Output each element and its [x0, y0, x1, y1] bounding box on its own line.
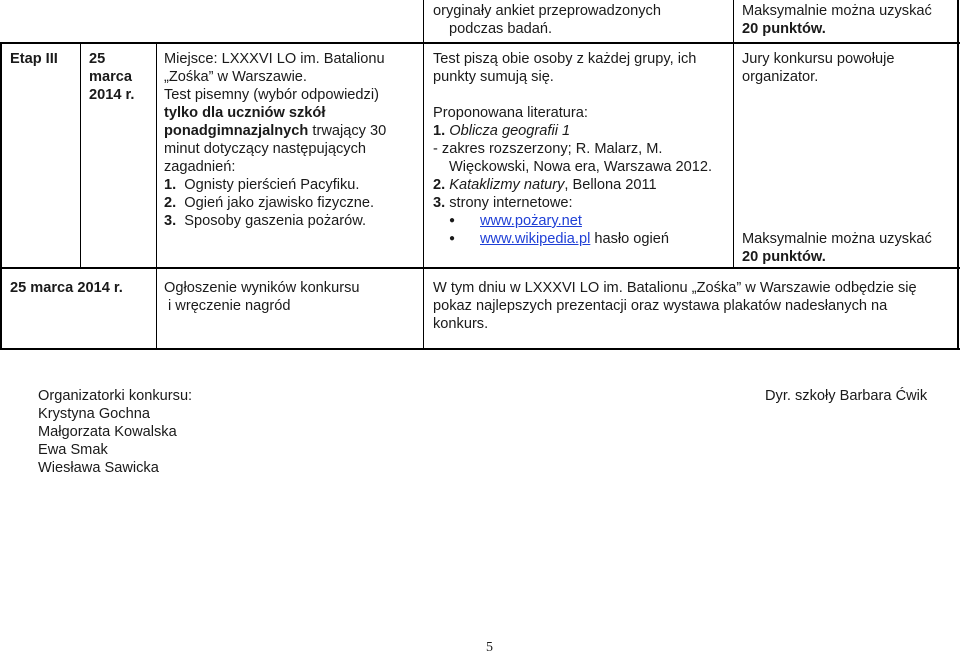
table-vline-4 [733, 0, 734, 268]
etap-label: Etap III [10, 51, 58, 67]
list-item [433, 212, 729, 230]
etap-max-points: Maksymalnie można uzyskać 20 punktów. [742, 231, 932, 265]
etap-details: Miejsce: LXXXVI LO im. Batalionu „Zośka” w Warszawie. Test pisemny (wybór odpowiedzi) tylko dla uczniów szkół ponadgimnazjalnych trwający 30 minut dotyczący następujących zagadnień: 1. Ognisty pierścień Pacyfiku. 2. Ogień jako zjawisko fizyczne. 3. Sposoby gaszenia pożarów. [164, 50, 420, 230]
table-line-bottom [0, 348, 960, 350]
table-vline-left [0, 42, 2, 350]
table-vline-3 [423, 0, 424, 350]
organizers-block [38, 387, 192, 477]
organizer-name: Małgorzata Kowalska [38, 424, 177, 440]
table-vline-1 [80, 42, 81, 268]
topic-item: 1. Ognisty pierścień Pacyfiku. [164, 177, 360, 193]
organizer-name: Wiesława Sawicka [38, 460, 159, 476]
results-date: 25 marca 2014 r. [10, 280, 123, 296]
etap-description: Test piszą obie osoby z każdej grupy, ich punkty sumują się. Proponowana literatura: 1. Oblicza geografii 1 - zakres rozszerzony; R. Malarz, M. Więckowski, Nowa era, Warszawa 2012. 2. Kataklizmy natury, Bellona 2011 3. strony internetowe: ● www.pożary.net ● www.wikipedia.pl hasło ogień [433, 50, 729, 248]
list-item: ● www.wikipedia.pl hasło ogień [433, 230, 729, 248]
links-list [433, 212, 729, 248]
top-description: oryginały ankiet przeprowadzonych podczas badań. [433, 3, 661, 37]
etap-jury: Jury konkursu powołuje organizator. [742, 51, 895, 85]
director-signature: Dyr. szkoły Barbara Ćwik [765, 388, 928, 404]
link-wikipedia[interactable]: www.wikipedia.pl [480, 231, 591, 247]
link-pozary[interactable]: www.pożary.net [480, 213, 582, 229]
table-line-top [0, 42, 960, 44]
etap-date: 25 marca 2014 r. [89, 51, 135, 103]
organizer-name: Ewa Smak [38, 442, 108, 458]
table-vline-right [957, 0, 959, 350]
page-number: 5 [486, 640, 493, 655]
table-vline-2 [156, 42, 157, 348]
literature-heading: Proponowana literatura: [433, 105, 588, 121]
table-line-mid [0, 267, 960, 269]
organizers-heading: Organizatorki konkursu: [38, 388, 193, 404]
organizer-name: Krystyna Gochna [38, 406, 150, 422]
results-description: W tym dniu w LXXXVI LO im. Batalionu „Zośka” w Warszawie odbędzie się pokaz najlepszych prezentacji oraz wystawa plakatów nadesłanych na konkurs. [433, 280, 917, 332]
top-max-points: Maksymalnie można uzyskać 20 punktów. [742, 3, 932, 37]
topic-item: 2. Ogień jako zjawisko fizyczne. [164, 195, 375, 211]
topic-item: 3. Sposoby gaszenia pożarów. [164, 213, 367, 229]
results-event: Ogłoszenie wyników konkursu i wręczenie nagród [164, 280, 360, 314]
